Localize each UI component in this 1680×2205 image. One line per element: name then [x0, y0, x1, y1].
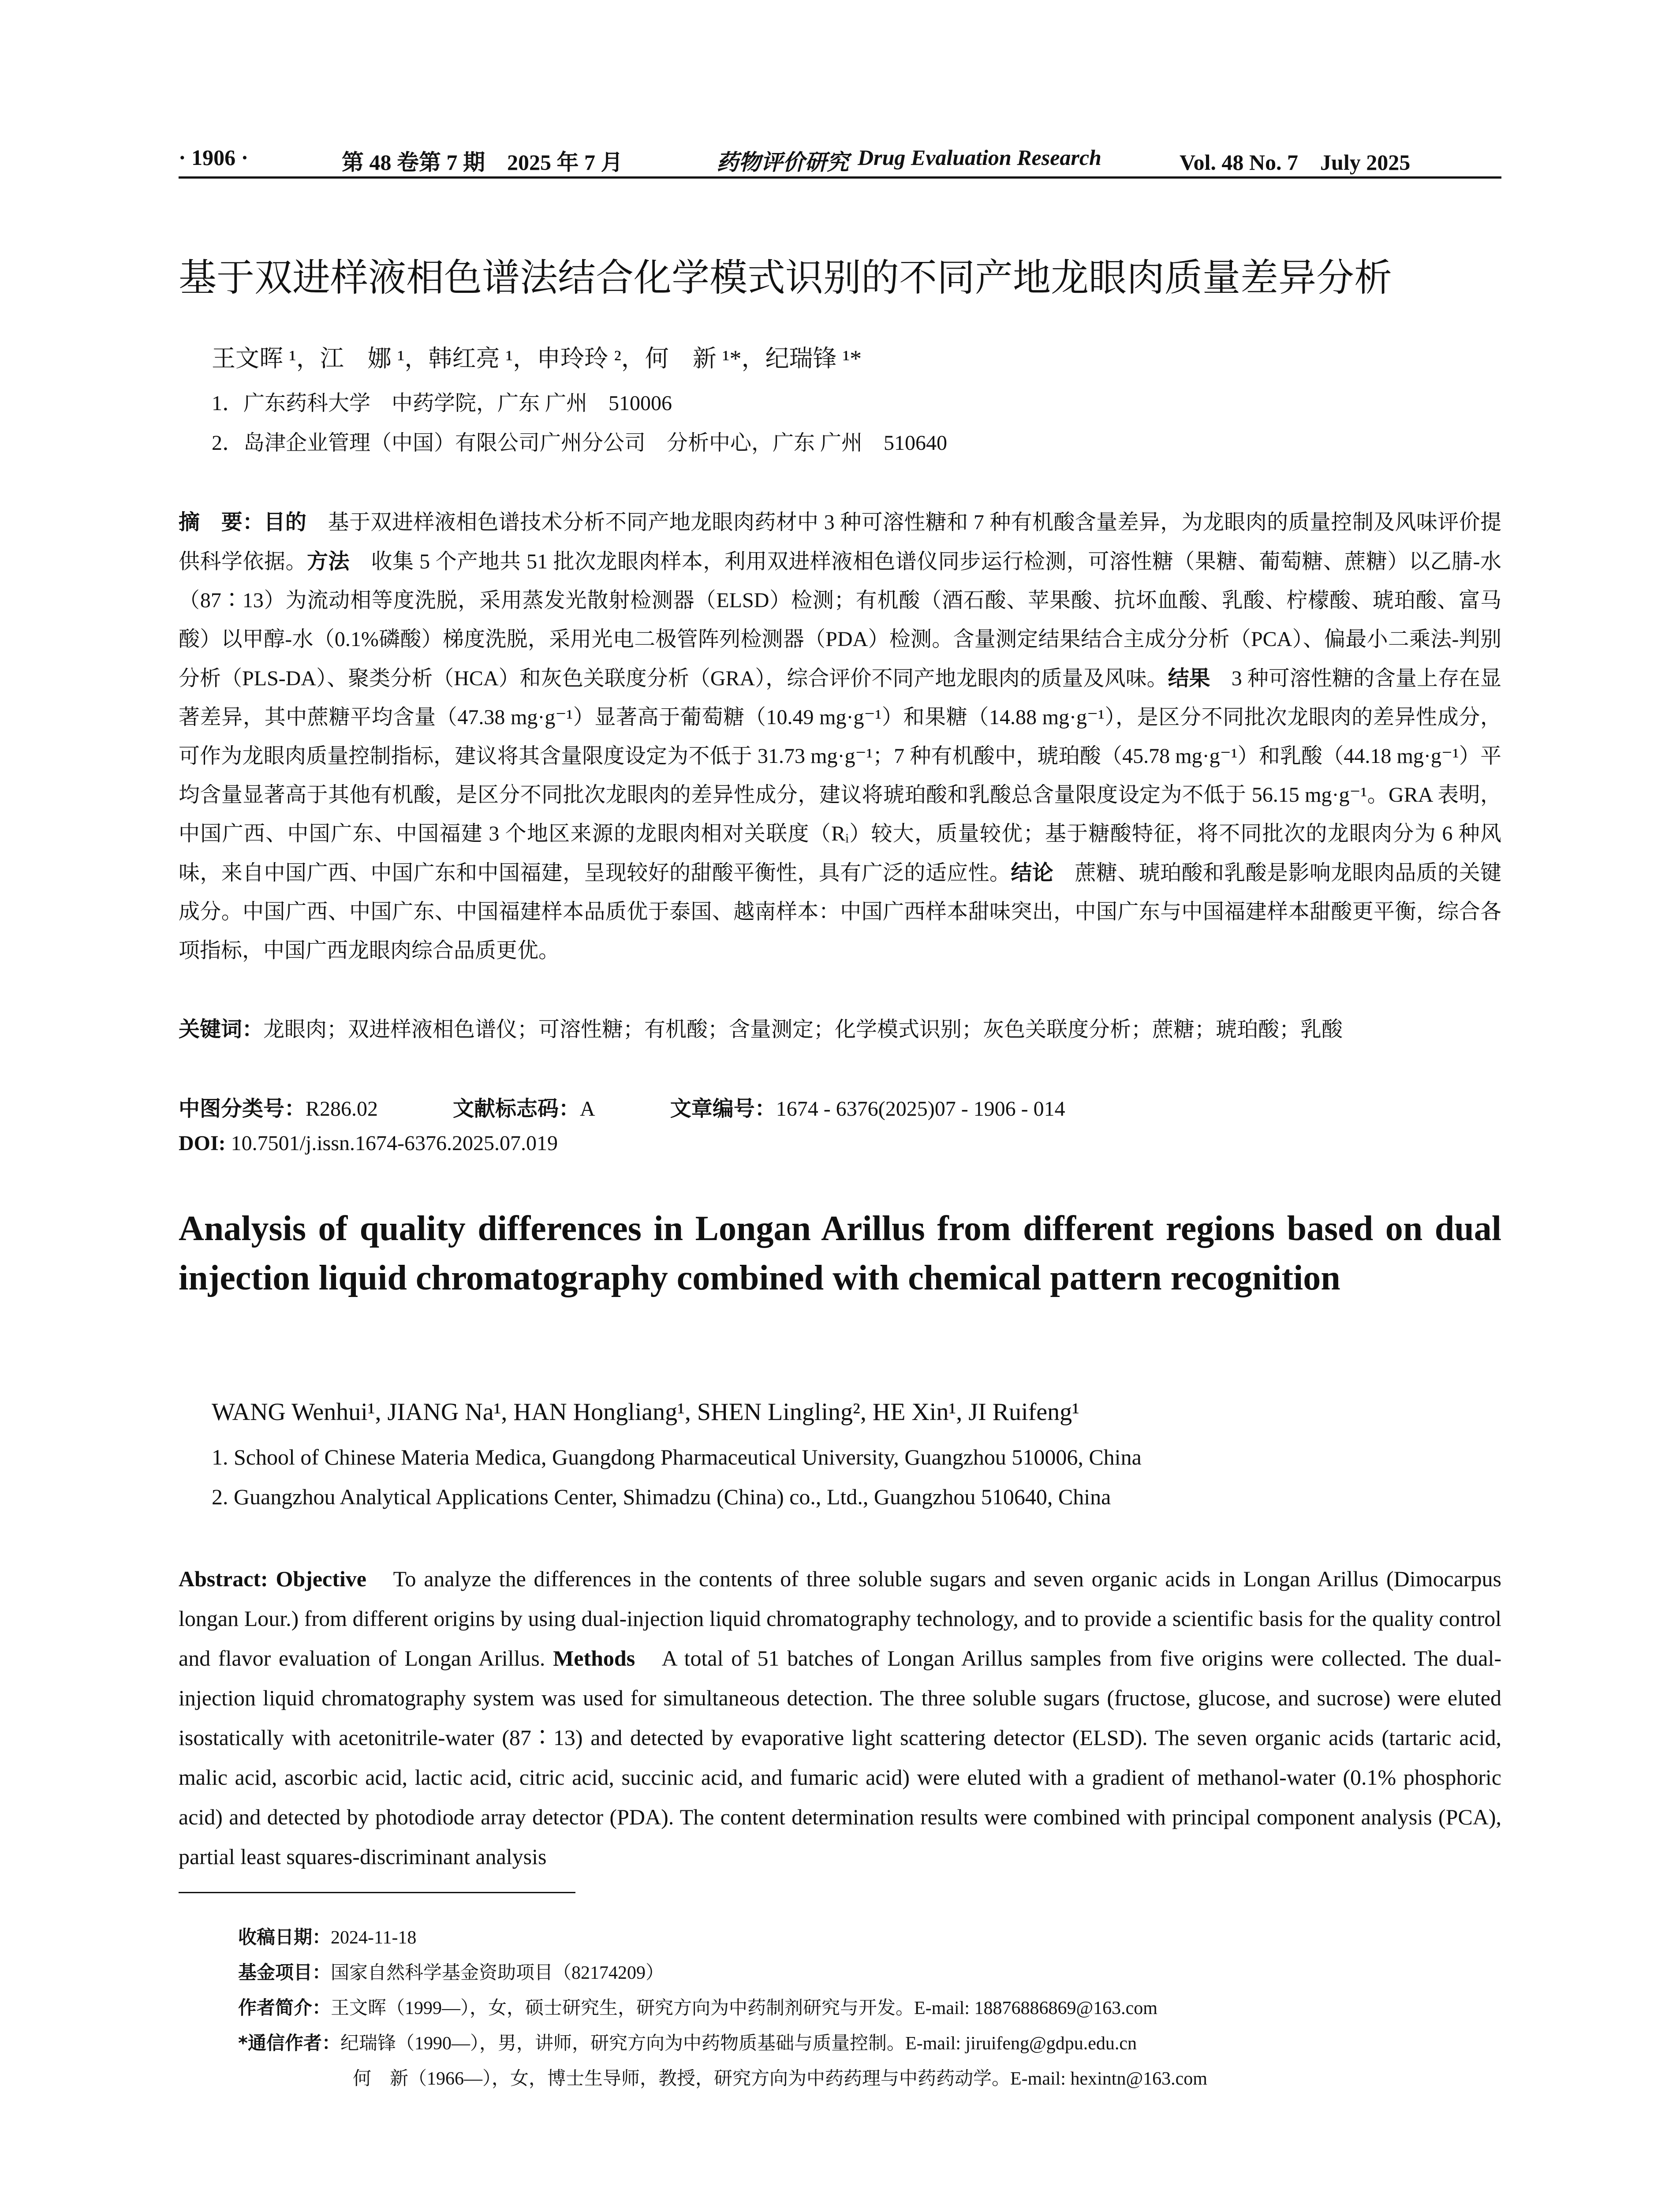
page-number: · 1906 ·: [179, 145, 249, 170]
fund-label: 基金项目：: [238, 1962, 331, 1983]
article-title-cn: 基于双进样液相色谱法结合化学模式识别的不同产地龙眼肉质量差异分析: [179, 256, 1392, 300]
objective-text-cn: 基于双进样液相色谱技术分析不同产地龙眼肉药材中 3 种可溶性糖和 7 种有机酸含量差异，为龙眼肉的质量控制及风味评价提供科学依据。: [179, 511, 1501, 573]
article-no-label: 文章编号：: [670, 1096, 776, 1121]
abstract-cn: [179, 503, 1501, 970]
footnote-received: [238, 1923, 416, 1949]
footnote-author: [238, 1993, 1157, 2020]
footnote-corresponding-2: 何 新（1966—），女，博士生导师，教授，研究方向为中药药理与中药药动学。E-mail: hexintn@163.com: [353, 2069, 1207, 2089]
doi-label: DOI:: [179, 1132, 226, 1155]
doi-line: [179, 1131, 558, 1155]
received-label: 收稿日期：: [238, 1926, 331, 1948]
issue-cn: 第 48 卷第 7 期 2025 年 7 月: [342, 150, 623, 175]
corresponding-value-1: 纪瑞锋（1990—），男，讲师，研究方向为中药物质基础与质量控制。E-mail: jiruifeng@gdpu.edu.cn: [340, 2033, 1137, 2054]
keywords-label-cn: 关键词：: [179, 1017, 264, 1042]
footnote-rule: [179, 1892, 575, 1893]
author-bio-value: 王文晖（1999—），女，硕士研究生，研究方向为中药制剂研究与开发。E-mail: 18876886869@163.com: [331, 1998, 1157, 2018]
clc-label: 中图分类号：: [179, 1096, 306, 1121]
affiliation-en-1: 1. School of Chinese Materia Medica, Guangdong Pharmaceutical University, Guangzhou 510006, China: [212, 1445, 1142, 1469]
methods-text-cn: 收集 5 个产地共 51 批次龙眼肉样本，利用双进样液相色谱仪同步运行检测，可溶性糖（果糖、葡萄糖、蔗糖）以乙腈-水（87∶13）为流动相等度洗脱，采用蒸发光散射检测器（ELSD）检测；有机酸（酒石酸、苹果酸、抗坏血酸、乳酸、柠檬酸、琥珀酸、富马酸）以甲醇-水（0.1%磷酸）梯度洗脱，采用光电二极管阵列检测器（PDA）检测。含量测定结果结合主成分分析（PCA）、偏最小二乘法-判别分析（PLS-DA）、聚类分析（HCA）和灰色关联度分析（GRA），综合评价不同产地龙眼肉的质量及风味。: [179, 550, 1501, 690]
clc-value: R286.02: [306, 1097, 378, 1121]
article-no-value: 1674 - 6376(2025)07 - 1906 - 014: [776, 1097, 1065, 1121]
doc-code-label: 文献标志码：: [453, 1096, 580, 1121]
objective-label-cn: 目的: [264, 510, 307, 534]
methods-text-en: A total of 51 batches of Longan Arillus samples from five origins were collected. The dual-injection liquid chromatography system was used for simultaneous detection. The three soluble sugars (fructose, glucose, and sucrose) were eluted isostatically with acetonitrile-water (87∶13) and detected by evaporative light scattering detector (ELSD). The seven organic acids (tartaric acid, malic acid, ascorbic acid, lactic acid, citric acid, succinic acid, and fumaric acid) were eluted with a gradient of methanol-water (0.1% phosphoric acid) and detected by photodiode array detector (PDA). The content determination results were combined with principal component analysis (PCA), partial least squares-discriminant analysis: [179, 1646, 1501, 1869]
footnote-corresponding: [238, 2029, 1137, 2055]
methods-label-en: Methods: [553, 1646, 635, 1671]
classification-line: [179, 1091, 1065, 1122]
doi-link[interactable]: 10.7501/j.issn.1674-6376.2025.07.019: [231, 1132, 558, 1155]
running-header: [179, 140, 1501, 176]
received-value: 2024-11-18: [331, 1928, 417, 1948]
methods-label-cn: 方法: [307, 549, 350, 574]
affiliation-cn-1: 1．广东药科大学 中药学院，广东 广州 510006: [212, 392, 672, 415]
objective-label-en: Abstract: Objective: [179, 1566, 366, 1591]
journal-name-cn: 药物评价研究: [717, 150, 849, 175]
affiliation-cn-2: 2．岛津企业管理（中国）有限公司广州分公司 分析中心，广东 广州 510640: [212, 431, 948, 455]
objective-text-en: To analyze the differences in the contents of three soluble sugars and seven organic acids in Longan Arillus (Dimocarpus longan Lour.) from different origins by using dual-injection liquid chromatography technology, and to provide a scientific basis for the quality control and flavor evaluation of Longan Arillus.: [179, 1566, 1501, 1671]
authors-en: WANG Wenhui¹, JIANG Na¹, HAN Hongliang¹, SHEN Lingling², HE Xin¹, JI Ruifeng¹: [212, 1398, 1079, 1426]
affiliation-en-2: 2. Guangzhou Analytical Applications Center, Shimadzu (China) co., Ltd., Guangzhou 510640, China: [212, 1484, 1111, 1509]
conclusion-label-cn: 结论: [1011, 860, 1054, 885]
keywords-text-cn: 龙眼肉；双进样液相色谱仪；可溶性糖；有机酸；含量测定；化学模式识别；灰色关联度分析；蔗糖；琥珀酸；乳酸: [263, 1018, 1343, 1041]
results-label-cn: 结果: [1168, 666, 1210, 691]
abstract-label-cn: 摘 要：: [179, 510, 264, 534]
article-title-en: Analysis of quality differences in Longan Arillus from different regions based on dual injection liquid chromatography combined with chemical pattern recognition: [179, 1209, 1501, 1297]
fund-value: 国家自然科学基金资助项目（82174209）: [331, 1963, 665, 1983]
header-rule: [179, 176, 1501, 179]
keywords-cn: [179, 1010, 1501, 1049]
author-bio-label: 作者简介：: [238, 1997, 331, 2018]
results-text-cn: 3 种可溶性糖的含量上存在显著差异，其中蔗糖平均含量（47.38 mg·g⁻¹）显著高于葡萄糖（10.49 mg·g⁻¹）和果糖（14.88 mg·g⁻¹），是区分不同批次龙眼肉的差异性成分，可作为龙眼肉质量控制指标，建议将其含量限度设定为不低于 31.73 mg·g⁻¹；7 种有机酸中，琥珀酸（45.78 mg·g⁻¹）和乳酸（44.18 mg·g⁻¹）平均含量显著高于其他有机酸，是区分不同批次龙眼肉的差异性成分，建议将琥珀酸和乳酸总含量限度设定为不低于 56.15 mg·g⁻¹。GRA 表明，中国广西、中国广东、中国福建 3 个地区来源的龙眼肉相对关联度（Rᵢ）较大，质量较优；基于糖酸特征，将不同批次的龙眼肉分为 6 种风味，来自中国广西、中国广东和中国福建，呈现较好的甜酸平衡性，具有广泛的适应性。: [179, 667, 1501, 885]
doc-code-value: A: [580, 1097, 595, 1121]
conclusion-text-cn: 蔗糖、琥珀酸和乳酸是影响龙眼肉品质的关键成分。中国广西、中国广东、中国福建样本品质优于泰国、越南样本：中国广西样本甜味突出，中国广东与中国福建样本甜酸更平衡，综合各项指标，中国广西龙眼肉综合品质更优。: [179, 861, 1501, 962]
authors-cn: 王文晖 ¹，江 娜 ¹，韩红亮 ¹，申玲玲 ²，何 新 ¹*，纪瑞锋 ¹*: [212, 345, 862, 372]
journal-name-en: Drug Evaluation Research: [858, 145, 1101, 170]
corresponding-label: *通信作者：: [238, 2032, 340, 2054]
abstract-en: [179, 1559, 1501, 1876]
issue-en: Vol. 48 No. 7 July 2025: [1180, 150, 1411, 175]
footnote-fund: [238, 1958, 664, 1984]
